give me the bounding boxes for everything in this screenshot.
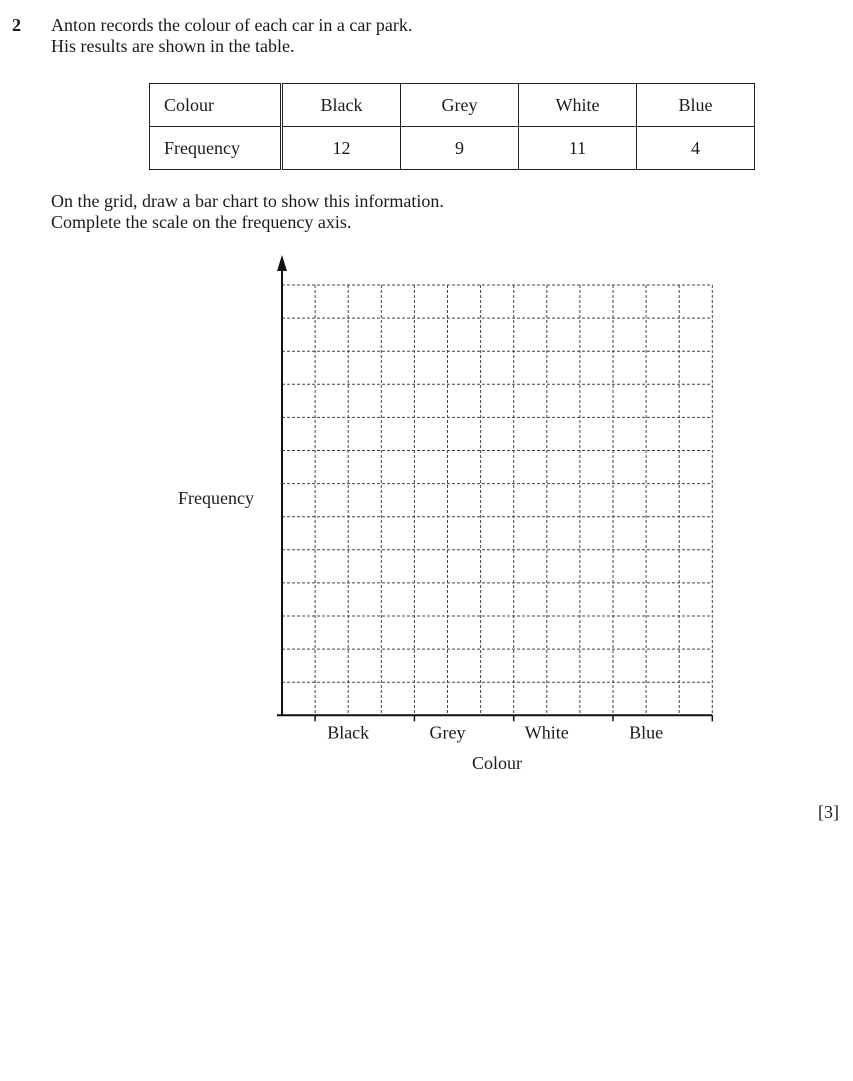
instruction-line-2: Complete the scale on the frequency axis. (51, 212, 352, 232)
y-axis-arrow (277, 255, 287, 271)
row-header-frequency: Frequency (150, 127, 282, 170)
instruction-line-1: On the grid, draw a bar chart to show this information. (51, 191, 444, 211)
frequency-cell-grey: 9 (401, 127, 519, 170)
frequency-cell-white: 11 (519, 127, 637, 170)
colour-cell-grey: Grey (401, 84, 519, 127)
question-number: 2 (12, 15, 21, 35)
question-intro-line-2: His results are shown in the table. (51, 36, 295, 56)
x-category-label: White (524, 722, 569, 743)
x-axis-label: Colour (471, 753, 523, 773)
colour-cell-blue: Blue (637, 84, 755, 127)
question-intro-line-1: Anton records the colour of each car in a car park. (51, 15, 413, 35)
y-axis-label: Frequency (178, 488, 254, 508)
x-category-label: Black (327, 722, 370, 743)
marks-indicator: [3] (818, 802, 839, 822)
colour-cell-black: Black (282, 84, 401, 127)
frequency-cell-blue: 4 (637, 127, 755, 170)
colour-cell-white: White (519, 84, 637, 127)
x-category-label: Grey (429, 722, 466, 743)
x-category-label: Blue (629, 722, 664, 743)
row-header-colour: Colour (150, 84, 282, 127)
frequency-cell-black: 12 (282, 127, 401, 170)
